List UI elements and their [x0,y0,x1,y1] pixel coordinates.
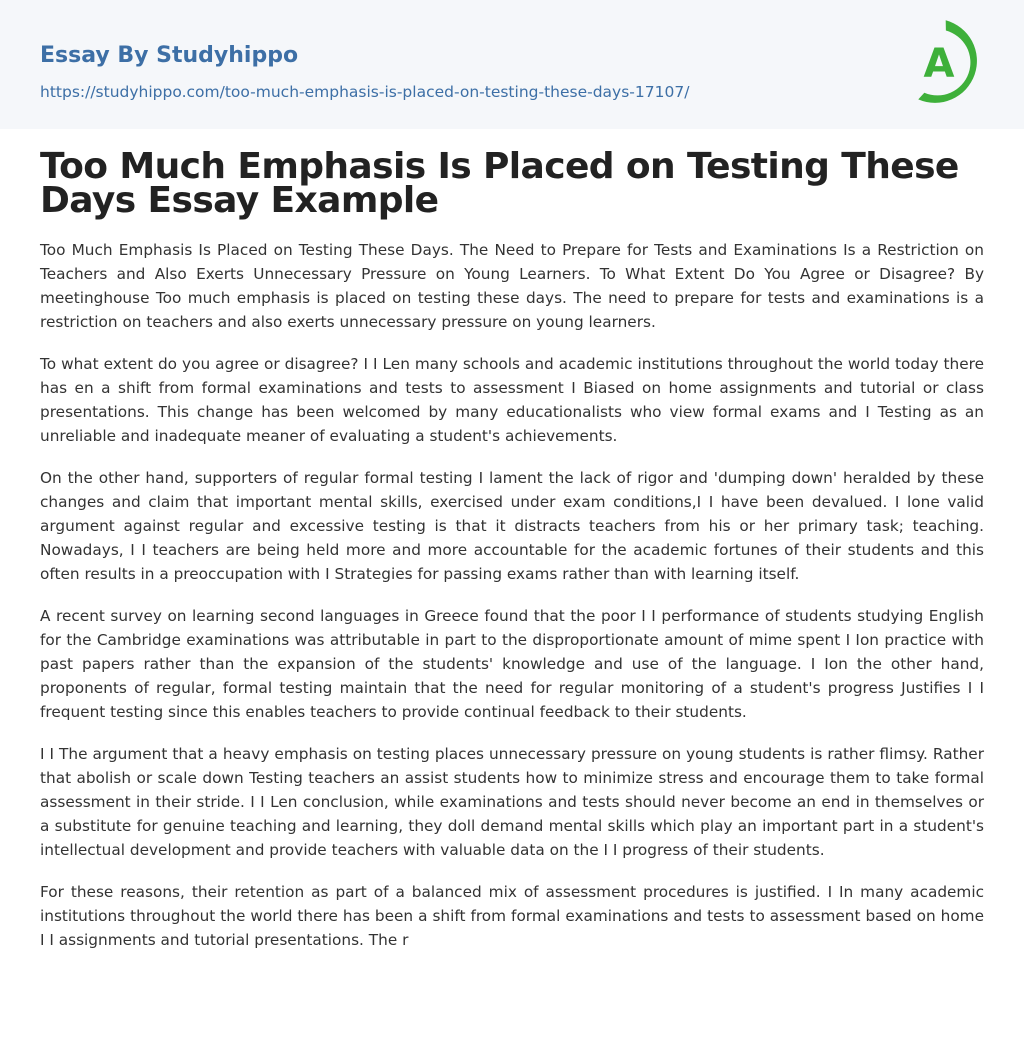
article-paragraph: For these reasons, their retention as part of a balanced mix of assessment procedures is justified. I In many academic institutions throughout the world there has been a shift from formal examinations and tests to assessment based on home I I assignments and tutorial presentations. The r [40,883,984,949]
article-url-link[interactable]: https://studyhippo.com/too-much-emphasis-is-placed-on-testing-these-days-17107/ [40,83,690,101]
article-paragraph: A recent survey on learning second languages in Greece found that the poor I I performance of students studying English for the Cambridge examinations was attributable in part to the disproportionate amount of mime spent I Ion practice with past papers rather than the expansion of the students' knowledge and use of the language. I Ion the other hand, proponents of regular, formal testing maintain that the need for regular monitoring of a student's progress Justifies I I frequent testing since this enables teachers to provide continual feedback to their students. [40,607,984,721]
article-paragraph: On the other hand, supporters of regular formal testing I lament the lack of rigor and 'dumping down' heralded by these changes and claim that important mental skills, exercised under exam conditions,I I have been devalued. I lone valid argument against regular and excessive testing is that it distracts teachers from his or her primary task; teaching. Nowadays, I I teachers are being held more and more accountable for the academic fortunes of their students and this often results in a preoccupation with I Strategies for passing exams rather than with learning itself. [40,469,984,583]
article [0,146,1024,952]
studyhippo-logo-icon[interactable] [912,18,988,108]
brand-name[interactable]: Essay By Studyhippo [40,43,299,68]
article-paragraph: To what extent do you agree or disagree? I I Len many schools and academic institutions throughout the world today there has en a shift from formal examinations and tests to assessment I Biased on home assignments and tutorial or class presentations. This change has been welcomed by many educationalists who view formal exams and I Testing as an unreliable and inadequate meaner of evaluating a student's achievements. [40,355,984,445]
logo-letter: A [923,41,955,87]
article-paragraph: Too Much Emphasis Is Placed on Testing These Days. The Need to Prepare for Tests and Examinations Is a Restriction on Teachers and Also Exerts Unnecessary Pressure on Young Learners. To What Extent Do You Agree or Disagree? By meetinghouse Too much emphasis is placed on testing these days. The need to prepare for tests and examinations is a restriction on teachers and also exerts unnecessary pressure on young learners. [40,241,984,331]
article-paragraph: I I The argument that a heavy emphasis on testing places unnecessary pressure on young students is rather flimsy. Rather that abolish or scale down Testing teachers an assist students how to minimize stress and encourage them to take formal assessment in their stride. I I Len conclusion, while examinations and tests should never become an end in themselves or a substitute for genuine teaching and learning, they doll demand mental skills which play an important part in a student's intellectual development and provide teachers with valuable data on the I I progress of their students. [40,745,984,859]
site-header [0,0,1024,129]
page-title: Too Much Emphasis Is Placed on Testing These Days Essay Example [40,146,959,221]
